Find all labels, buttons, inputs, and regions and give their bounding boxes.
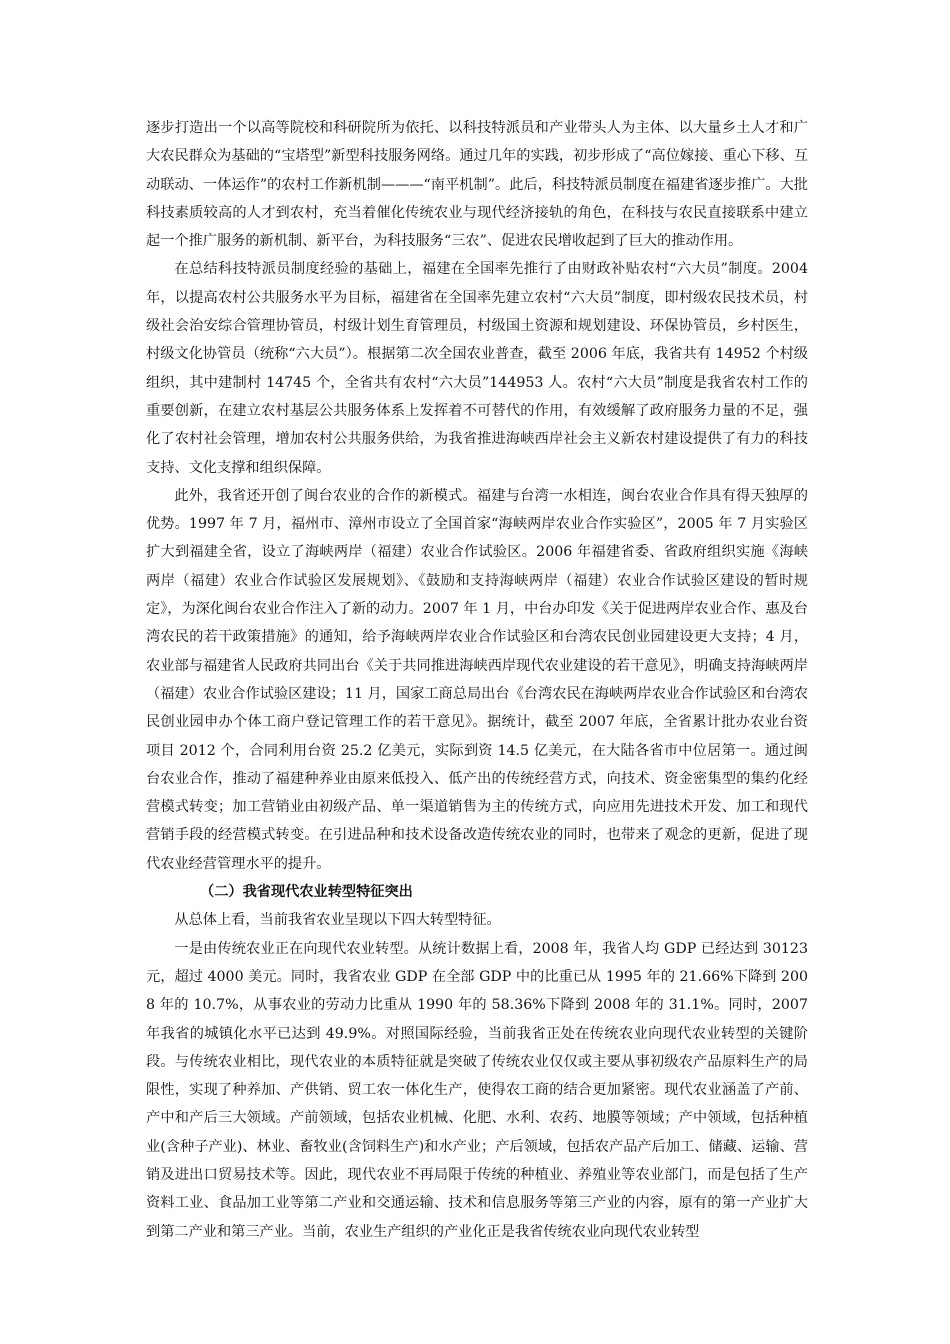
paragraph-1: 逐步打造出一个以高等院校和科研院所为依托、以科技特派员和产业带头人为主体、以大量乡土人才和广大农民群众为基础的“宝塔型”新型科技服务网络。通过几年的实践，初步形成了“高位嫁接、重心下移、互动联动、一体运作”的农村工作新机制———“南平机制”。此后，科技特派员制度在福建省逐步推广。大批科技素质较高的人才到农村，充当着催化传统农业与现代经济接轨的角色，在科技与农民直接联系中建立起一个推广服务的新机制、新平台，为科技服务“三农”、促进农民增收起到了巨大的推动作用。 [146,120,808,250]
paragraph-4: 从总体上看，当前我省农业呈现以下四大转型特征。 [174,912,501,929]
paragraph-5: 一是由传统农业正在向现代农业转型。从统计数据上看，2008 年，我省人均 GDP 已经达到 30123 元，超过 4000 美元。同时，我省农业 GDP 在全部 GDP 中的比重已从 1995 年的 21.66%下降到 2008 年的 10.7%，从事农业的劳动力比重从 1990 年的 58.36%下降到 2008 年的 31.1%。同时，2007 年我省的城镇化水平已达到 49.9%。对照国际经验，当前我省正处在传统农业向现代农业转型的关键阶段。与传统农业相比，现代农业的本质特征就是突破了传统农业仅仅或主要从事初级农产品原料生产的局限性，实现了种养加、产供销、贸工农一体化生产，使得农工商的结合更加紧密。现代农业涵盖了产前、产中和产后三大领域。产前领域，包括农业机械、化肥、水利、农药、地膜等领域；产中领域，包括种植业(含种子产业)、林业、畜牧业(含饲料生产)和水产业；产后领域，包括农产品产后加工、储藏、运输、营销及进出口贸易技术等。因此，现代农业不再局限于传统的种植业、养殖业等农业部门，而是包括了生产资料工业、食品加工业等第二产业和交通运输、技术和信息服务等第三产业的内容，原有的第一产业扩大到第二产业和第三产业。当前，农业生产组织的产业化正是我省传统农业向现代农业转型 [146,940,808,1240]
section-heading: （二）我省现代农业转型特征突出 [200,884,413,901]
document-page [146,114,808,1246]
paragraph-2: 在总结科技特派员制度经验的基础上，福建在全国率先推行了由财政补贴农村“六大员”制度。2004 年，以提高农村公共服务水平为目标，福建省在全国率先建立农村“六大员”制度，即村级农民技术员，村级社会治安综合管理协管员，村级计划生育管理员，村级国土资源和规划建设、环保协管员，乡村医生，村级文化协管员（统称“六大员”）。根据第二次全国农业普查，截至 2006 年底，我省共有 14952 个村级组织，其中建制村 14745 个，全省共有农村“六大员”144953 人。农村“六大员”制度是我省农村工作的重要创新，在建立农村基层公共服务体系上发挥着不可替代的作用，有效缓解了政府服务力量的不足，强化了农村社会管理，增加农村公共服务供给，为我省推进海峡西岸社会主义新农村建设提供了有力的科技支持、文化支撑和组织保障。 [146,261,808,476]
paragraph-3: 此外，我省还开创了闽台农业的合作的新模式。福建与台湾一水相连，闽台农业合作具有得天独厚的优势。1997 年 7 月，福州市、漳州市设立了全国首家“海峡两岸农业合作实验区”，2005 年 7 月实验区扩大到福建全省，设立了海峡两岸（福建）农业合作试验区。2006 年福建省委、省政府组织实施《海峡两岸（福建）农业合作试验区发展规划》、《鼓励和支持海峡两岸（福建）农业合作试验区建设的暂时规定》，为深化闽台农业合作注入了新的动力。2007 年 1 月，中台办印发《关于促进两岸农业合作、惠及台湾农民的若干政策措施》的通知，给予海峡两岸农业合作试验区和台湾农民创业园建设更大支持；4 月，农业部与福建省人民政府共同出台《关于共同推进海峡西岸现代农业建设的若干意见》，明确支持海峡两岸（福建）农业合作试验区建设；11 月，国家工商总局出台《台湾农民在海峡两岸农业合作试验区和台湾农民创业园申办个体工商户登记管理工作的若干意见》。据统计，截至 2007 年底，全省累计批办农业台资项目 2012 个，合同利用台资 25.2 亿美元，实际到资 14.5 亿美元，在大陆各省市中位居第一。通过闽台农业合作，推动了福建种养业由原来低投入、低产出的传统经营方式，向技术、资金密集型的集约化经营模式转变；加工营销业由初级产品、单一渠道销售为主的传统方式，向应用先进技术开发、加工和现代营销手段的经营模式转变。在引进品种和技术设备改造传统农业的同时，也带来了观念的更新，促进了现代农业经营管理水平的提升。 [146,487,808,872]
